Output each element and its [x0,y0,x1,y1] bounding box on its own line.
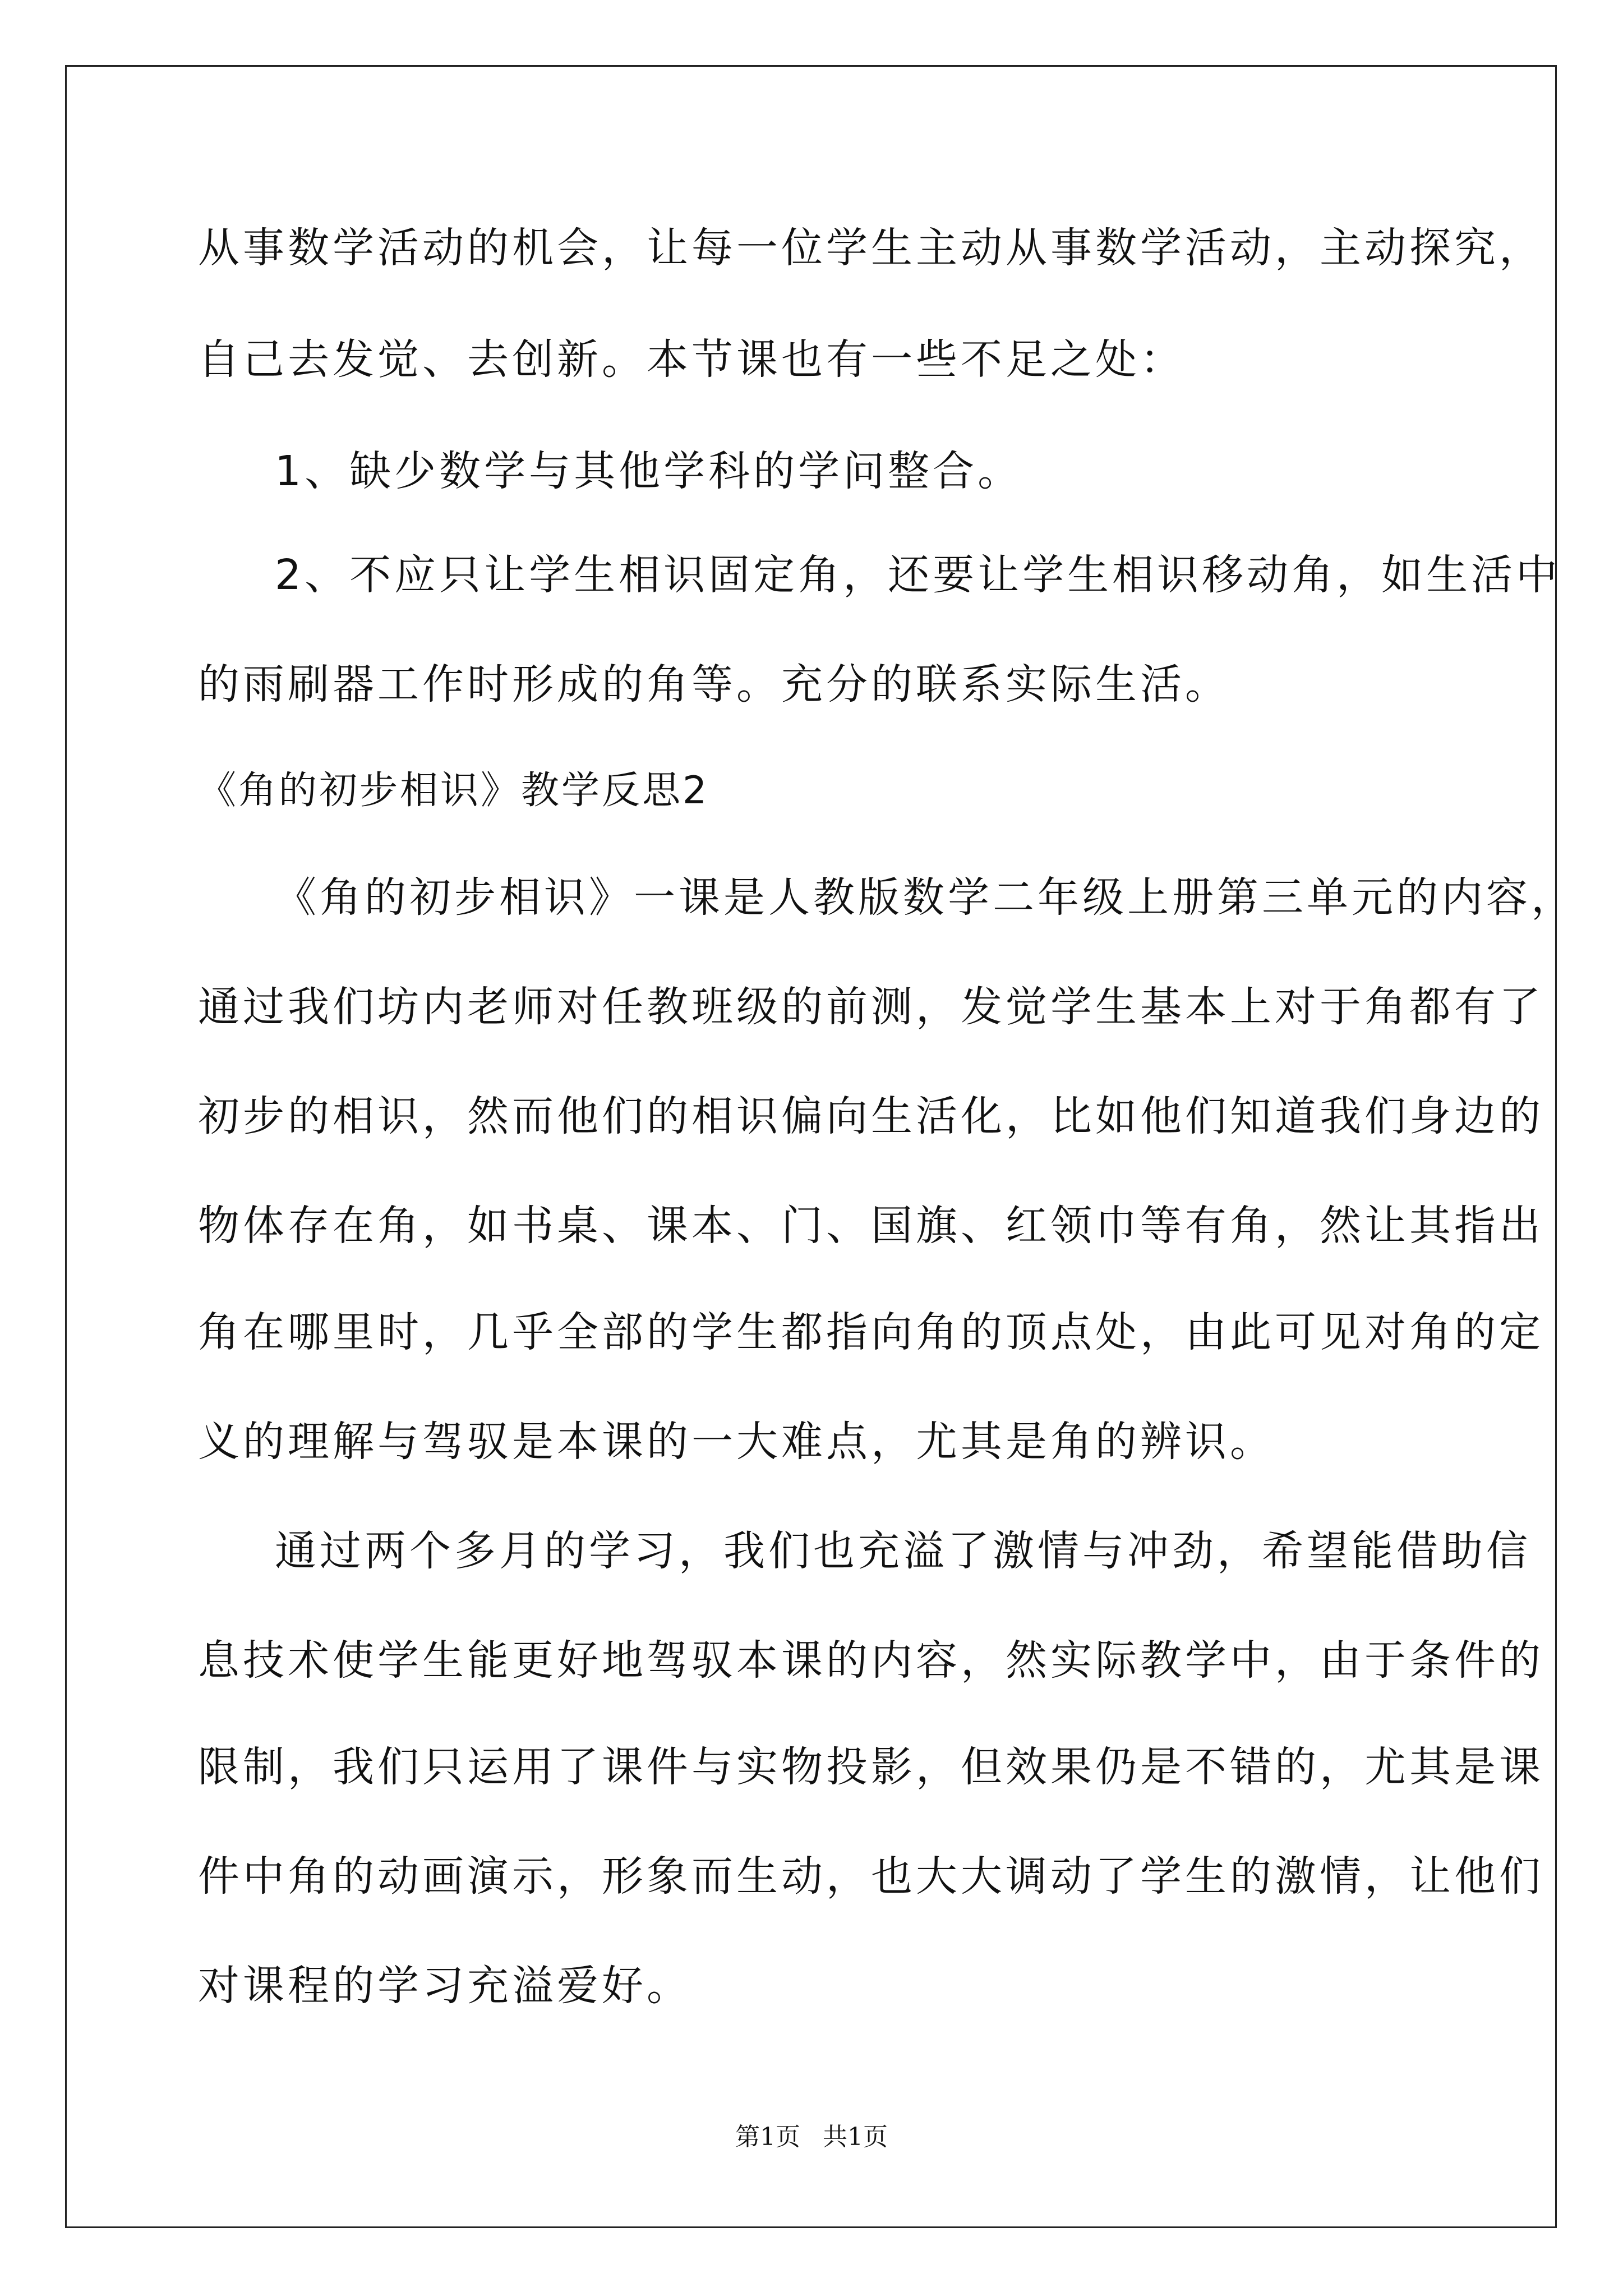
paragraph-line: 通过我们坊内老师对任教班级的前测，发觉学生基本上对于角都有了 [198,983,1544,1031]
paragraph-line: 义的理解与驾驭是本课的一大难点，尤其是角的辨识。 [198,1418,1275,1466]
page-number: 第1页 [735,2123,800,2151]
paragraph-line: 限制，我们只运用了课件与实物投影，但效果仍是不错的，尤其是课 [198,1743,1544,1791]
paragraph-line: 初步的相识，然而他们的相识偏向生活化，比如他们知道我们身边的 [198,1092,1544,1140]
paragraph-line: 自己去发觉、去创新。本节课也有一些不足之处： [198,335,1185,384]
list-item-2: 2、不应只让学生相识固定角，还要让学生相识移动角，如生活中 [275,551,1561,599]
paragraph-line: 角在哪里时，几乎全部的学生都指向角的顶点处，由此可见对角的定 [198,1308,1544,1356]
page-border [65,65,1557,2228]
paragraph-line: 息技术使学生能更好地驾驭本课的内容，然实际教学中，由于条件的 [198,1636,1544,1685]
paragraph-line: 物体存在角，如书桌、课本、门、国旗、红领巾等有角，然让其指出 [198,1202,1544,1250]
list-item-1: 1、缺少数学与其他学科的学问整合。 [275,447,1023,495]
page-total: 共1页 [823,2123,888,2151]
paragraph-line: 件中角的动画演示，形象而生动，也大大调动了学生的激情，让他们 [198,1852,1544,1901]
section-heading: 《角的初步相识》教学反思2 [198,769,709,813]
page-footer [0,2122,1623,2153]
paragraph-line: 通过两个多月的学习，我们也充溢了激情与冲劲，希望能借助信 [275,1527,1531,1575]
paragraph-line: 《角的初步相识》一课是人教版数学二年级上册第三单元的内容， [275,873,1576,922]
paragraph-line: 的雨刷器工作时形成的角等。充分的联系实际生活。 [198,660,1230,708]
paragraph-line: 从事数学活动的机会，让每一位学生主动从事数学活动，主动探究， [198,224,1544,272]
paragraph-line: 对课程的学习充溢爱好。 [198,1962,691,2010]
